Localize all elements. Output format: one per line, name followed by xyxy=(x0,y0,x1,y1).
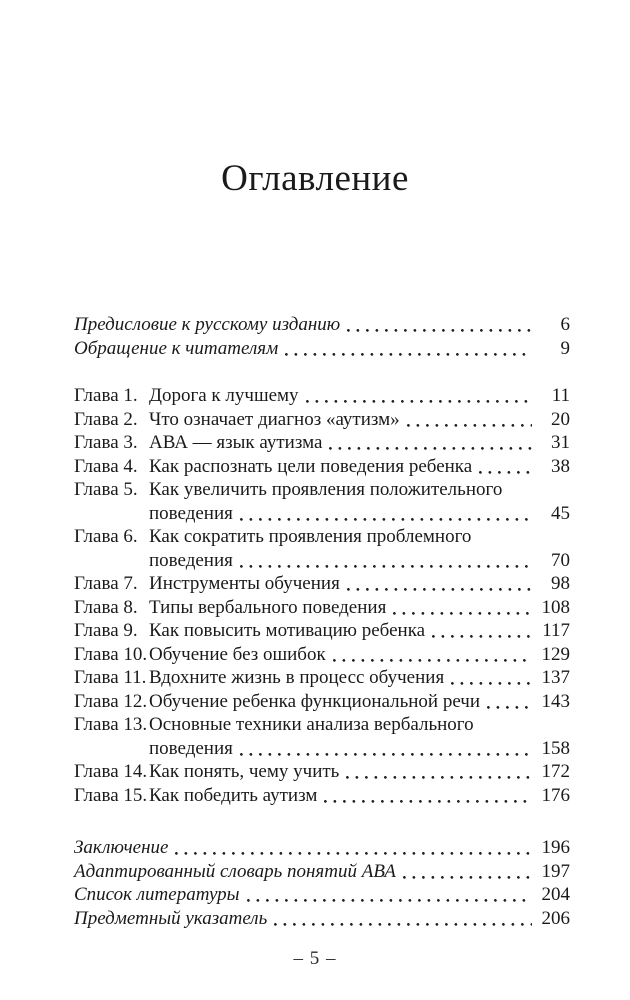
chapter-entry xyxy=(74,478,570,502)
chapter-title: Обучение без ошибок xyxy=(149,643,326,665)
dot-leader xyxy=(347,313,532,337)
chapter-title: Как повысить мотивацию ребенка xyxy=(149,620,426,641)
chapter-page-number: 20 xyxy=(551,408,570,430)
chapter-entry xyxy=(74,384,570,408)
chapter-entry xyxy=(74,525,570,549)
chapter-entry xyxy=(74,760,570,784)
chapter-entry xyxy=(74,643,570,667)
dot-leader xyxy=(451,666,532,690)
page-number-footer: – 5 – xyxy=(293,948,337,969)
entry-page-number: 206 xyxy=(541,907,570,929)
toc-entry xyxy=(74,860,570,884)
chapter-title: поведения xyxy=(149,737,233,759)
page-title: Оглавление xyxy=(221,158,409,199)
toc-entry xyxy=(74,907,570,931)
entry-title: Список литературы xyxy=(74,884,240,905)
toc-entry xyxy=(74,337,570,361)
entry-title: Обращение к читателям xyxy=(74,337,279,359)
chapter-entry xyxy=(74,713,570,737)
dot-leader xyxy=(479,455,532,479)
chapter-page-number: 158 xyxy=(541,737,570,759)
chapter-page-number: 11 xyxy=(551,385,570,406)
dot-leader xyxy=(240,737,532,761)
dot-leader xyxy=(274,907,532,931)
dot-leader xyxy=(347,572,532,596)
chapter-page-number: 176 xyxy=(541,784,570,806)
chapter-entry xyxy=(74,502,570,526)
chapter-entry xyxy=(74,737,570,761)
entry-page-number: 204 xyxy=(541,884,570,905)
chapter-page-number: 143 xyxy=(541,690,570,712)
dot-leader xyxy=(393,596,532,620)
entry-title: Предисловие к русскому изданию xyxy=(74,314,341,335)
entry-page-number: 6 xyxy=(560,314,570,335)
entry-page-number: 196 xyxy=(541,837,570,858)
chapter-label: Глава 5. xyxy=(74,479,138,500)
chapter-title: поведения xyxy=(149,502,233,524)
chapter-entry xyxy=(74,666,570,690)
back-matter-section xyxy=(74,836,570,930)
chapter-label: Глава 8. xyxy=(74,596,138,618)
chapter-title: Как понять, чему учить xyxy=(149,761,340,782)
chapter-page-number: 70 xyxy=(551,549,570,571)
dot-leader xyxy=(285,337,532,361)
chapter-label: Глава 9. xyxy=(74,620,138,641)
chapter-page-number: 129 xyxy=(541,643,570,665)
dot-leader xyxy=(247,883,532,907)
dot-leader xyxy=(346,760,532,784)
front-matter-section xyxy=(74,313,570,360)
chapter-page-number: 137 xyxy=(541,667,570,688)
chapter-title: Как распознать цели поведения ребенка xyxy=(149,455,473,477)
chapter-title: Как увеличить проявления положительного xyxy=(149,479,503,500)
dot-leader xyxy=(329,431,532,455)
chapters-section xyxy=(74,384,570,807)
chapter-page-number: 108 xyxy=(541,596,570,618)
chapter-page-number: 38 xyxy=(551,455,570,477)
chapter-page-number: 172 xyxy=(541,761,570,782)
chapter-label: Глава 11. xyxy=(74,667,147,688)
toc-entry xyxy=(74,313,570,337)
chapter-entry xyxy=(74,549,570,573)
chapter-entry xyxy=(74,572,570,596)
chapter-label: Глава 3. xyxy=(74,432,138,453)
chapter-title: Как сократить проявления проблемного xyxy=(149,526,472,547)
chapter-title: Что означает диагноз «аутизм» xyxy=(149,408,400,430)
chapter-label: Глава 2. xyxy=(74,408,138,430)
chapter-entry xyxy=(74,596,570,620)
chapter-title: Основные техники анализа вербального xyxy=(149,714,474,735)
chapter-entry xyxy=(74,408,570,432)
chapter-label: Глава 10. xyxy=(74,643,148,665)
chapter-page-number: 31 xyxy=(551,432,570,453)
dot-leader xyxy=(432,619,532,643)
chapter-label: Глава 4. xyxy=(74,455,138,477)
chapter-label: Глава 13. xyxy=(74,714,148,735)
toc-entry xyxy=(74,883,570,907)
chapter-title: Вдохните жизнь в процесс обучения xyxy=(149,667,445,688)
entry-title: Предметный указатель xyxy=(74,907,268,929)
dot-leader xyxy=(407,408,532,432)
chapter-entry xyxy=(74,619,570,643)
dot-leader xyxy=(324,784,532,808)
toc-entry xyxy=(74,836,570,860)
chapter-title: Типы вербального поведения xyxy=(149,596,387,618)
dot-leader xyxy=(240,502,532,526)
chapter-label: Глава 6. xyxy=(74,526,138,547)
dot-leader xyxy=(487,690,532,714)
chapter-label: Глава 14. xyxy=(74,761,148,782)
dot-leader xyxy=(175,836,532,860)
chapter-label: Глава 15. xyxy=(74,784,148,806)
chapter-label: Глава 7. xyxy=(74,573,138,594)
dot-leader xyxy=(306,384,532,408)
chapter-entry xyxy=(74,690,570,714)
chapter-label: Глава 12. xyxy=(74,690,148,712)
dot-leader xyxy=(403,860,532,884)
entry-title: Адаптированный словарь понятий АВА xyxy=(74,860,396,882)
entry-page-number: 197 xyxy=(541,860,570,882)
dot-leader xyxy=(333,643,532,667)
chapter-title: Как победить аутизм xyxy=(149,784,318,806)
chapter-title: поведения xyxy=(149,549,233,571)
chapter-entry xyxy=(74,431,570,455)
chapter-page-number: 98 xyxy=(551,573,570,594)
chapter-title: АВА — язык аутизма xyxy=(149,432,323,453)
chapter-title: Дорога к лучшему xyxy=(149,385,299,406)
dot-leader xyxy=(240,549,532,573)
entry-page-number: 9 xyxy=(560,337,570,359)
chapter-page-number: 117 xyxy=(542,620,570,641)
chapter-title: Инструменты обучения xyxy=(149,573,340,594)
table-of-contents xyxy=(74,313,570,930)
chapter-entry xyxy=(74,784,570,808)
entry-title: Заключение xyxy=(74,837,169,858)
chapter-entry xyxy=(74,455,570,479)
chapter-title: Обучение ребенка функциональной речи xyxy=(149,690,481,712)
chapter-label: Глава 1. xyxy=(74,385,138,406)
chapter-page-number: 45 xyxy=(551,502,570,524)
